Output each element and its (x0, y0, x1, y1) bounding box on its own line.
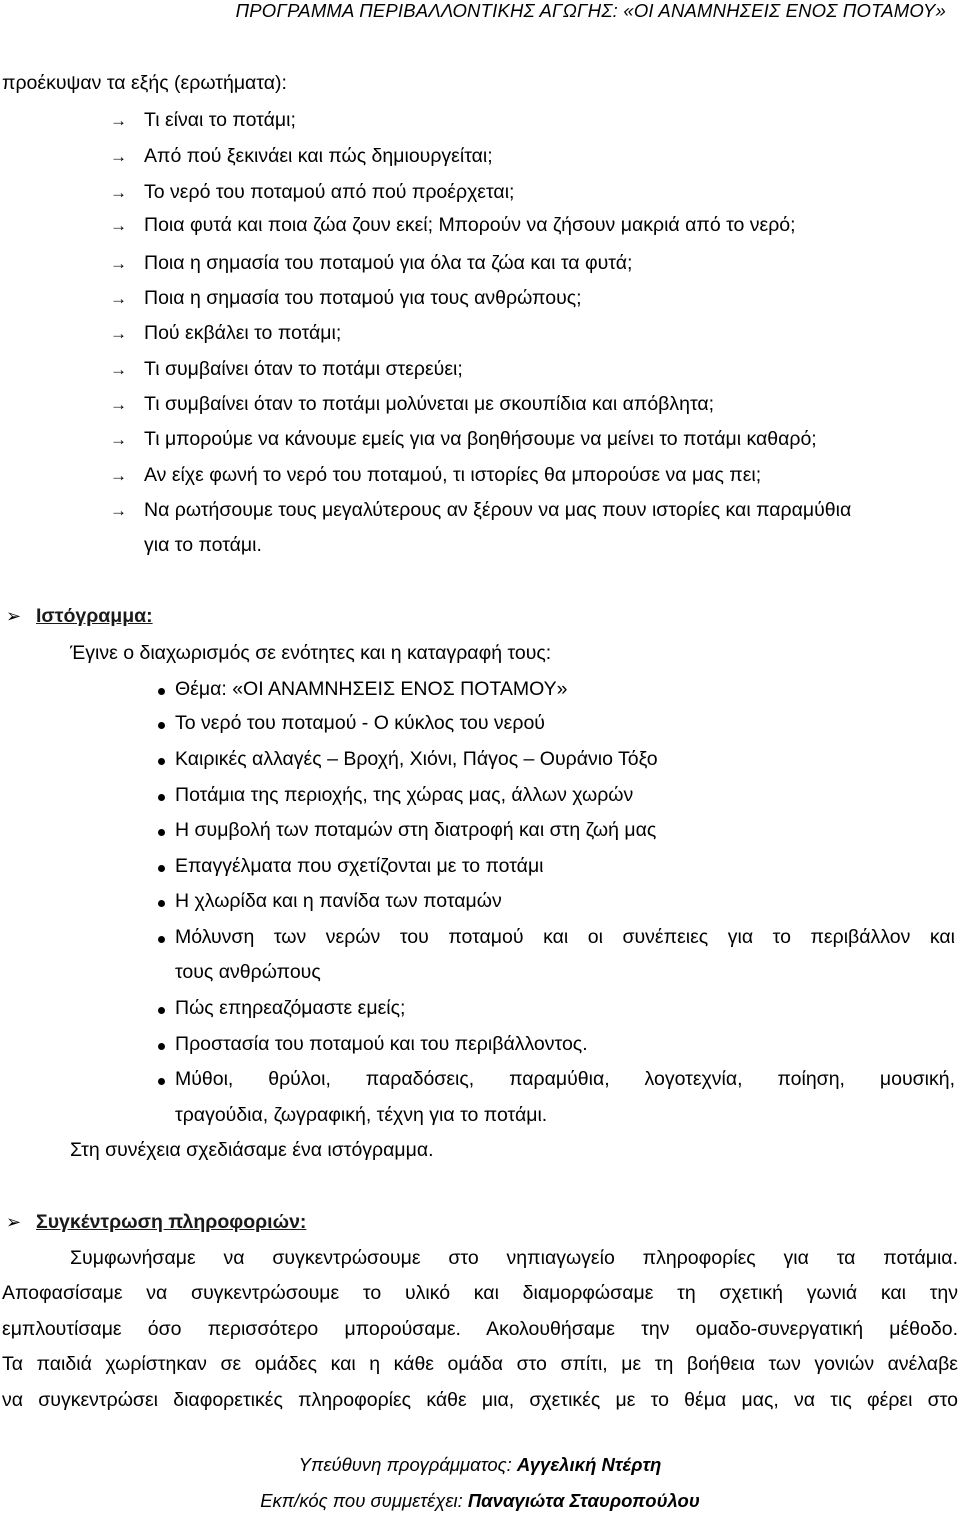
footer-name: Παναγιώτα Σταυροπούλου (467, 1490, 700, 1511)
list-item: Θέμα: «ΟΙ ΑΝΑΜΝΗΣΕΙΣ ΕΝΟΣ ΠΟΤΑΜΟΥ» (175, 678, 568, 701)
bullet-icon (158, 688, 165, 695)
list-item-continuation: τραγούδια, ζωγραφική, τέχνη για το ποτάμι. (175, 1104, 548, 1126)
arrow-icon: → (110, 501, 127, 520)
list-item: Το νερό του ποταμού - Ο κύκλος του νερού (175, 712, 545, 735)
arrow-icon: → (110, 324, 127, 343)
arrow-icon: → (110, 111, 127, 130)
bullet-icon (158, 829, 165, 836)
list-item: Μύθοι, θρύλοι, παραδόσεις, παραμύθια, λογοτεχνία, ποίηση, μουσική, (175, 1068, 955, 1091)
list-item: → Τι μπορούμε να κάνουμε εμείς για να βοηθήσουμε να μείνει το ποτάμι καθαρό; (110, 428, 817, 450)
arrowhead-bullet-icon: ➢ (6, 606, 22, 626)
arrow-icon: → (110, 183, 127, 202)
list-item: → Πού εκβάλει το ποτάμι; (110, 322, 342, 344)
bullet-icon (158, 900, 165, 907)
footer-label: Εκπ/κός που συμμετέχει: (260, 1490, 463, 1511)
paragraph-line: να συγκεντρώσει διαφορετικές πληροφορίες κάθε μια, σχετικές με το θέμα μας, να τις φέρει στο (2, 1389, 958, 1411)
bullet-icon (158, 1043, 165, 1050)
arrow-icon: → (110, 466, 127, 485)
arrow-icon: → (110, 360, 127, 379)
bullet-icon (158, 1078, 165, 1085)
list-item: Καιρικές αλλαγές – Βροχή, Χιόνι, Πάγος – Ουράνιο Τόξο (175, 748, 658, 771)
arrow-icon: → (110, 430, 127, 449)
list-item-continuation: για το ποτάμι. (144, 534, 262, 556)
list-item: Επαγγέλματα που σχετίζονται με το ποτάμι (175, 855, 544, 878)
bullet-icon (158, 794, 165, 801)
arrow-icon: → (110, 395, 127, 414)
histogram-intro: Έγινε ο διαχωρισμός σε ενότητες και η καταγραφή τους: (70, 642, 552, 664)
footer-teacher (0, 1490, 960, 1512)
bullet-icon (158, 865, 165, 872)
list-item: → Ποια η σημασία του ποταμού για όλα τα ζώα και τα φυτά; (110, 252, 633, 274)
list-item-continuation: τους ανθρώπους (175, 961, 321, 983)
list-item: → Αν είχε φωνή το νερό του ποταμού, τι ιστορίες θα μπορούσε να μας πει; (110, 464, 762, 486)
bullet-icon (158, 936, 165, 943)
section-title: Ιστόγραμμα: (36, 605, 153, 627)
list-item: → Τι συμβαίνει όταν το ποτάμι μολύνεται με σκουπίδια και απόβλητα; (110, 393, 715, 415)
list-item: Προστασία του ποταμού και του περιβάλλοντος. (175, 1033, 588, 1056)
footer-responsible (0, 1454, 960, 1476)
list-item: → Τι είναι το ποτάμι; (110, 109, 296, 131)
list-item: Ποτάμια της περιοχής, της χώρας μας, άλλων χωρών (175, 784, 633, 807)
page-header: ΠΡΟΓΡΑΜΜΑ ΠΕΡΙΒΑΛΛΟΝΤΙΚΗΣ ΑΓΩΓΗΣ: «ΟΙ ΑΝΑΜΝΗΣΕΙΣ ΕΝΟΣ ΠΟΤΑΜΟΥ» (235, 0, 946, 21)
list-item: Μόλυνση των νερών του ποταμού και οι συνέπειες για το περιβάλλον και (175, 926, 955, 949)
footer-name: Αγγελική Ντέρτη (516, 1454, 662, 1475)
list-item: → Το νερό του ποταμού από πού προέρχεται; (110, 181, 515, 203)
list-item: → Να ρωτήσουμε τους μεγαλύτερους αν ξέρουν να μας πουν ιστορίες και παραμύθια (110, 499, 852, 521)
list-item: → Ποια η σημασία του ποταμού για τους ανθρώπους; (110, 287, 582, 309)
list-item: → Ποια φυτά και ποια ζώα ζουν εκεί; Μπορούν να ζήσουν μακριά από το νερό; (110, 214, 796, 236)
list-item: → Από πού ξεκινάει και πώς δημιουργείται; (110, 145, 493, 167)
paragraph-line: εμπλουτίσαμε όσο περισσότερο μπορούσαμε. Ακολουθήσαμε την ομαδο-συνεργατική μέθοδο. (2, 1318, 958, 1340)
arrow-icon: → (110, 216, 127, 235)
arrowhead-bullet-icon: ➢ (6, 1212, 22, 1232)
arrow-icon: → (110, 147, 127, 166)
histogram-outro: Στη συνέχεια σχεδιάσαμε ένα ιστόγραμμα. (70, 1139, 434, 1161)
bullet-icon (158, 758, 165, 765)
section-histogram-heading (6, 605, 153, 628)
list-item: Πώς επηρεαζόμαστε εμείς; (175, 997, 405, 1020)
list-item: Η συμβολή των ποταμών στη διατροφή και στη ζωή μας (175, 819, 656, 842)
paragraph-line: Αποφασίσαμε να συγκεντρώσουμε το υλικό και διαμορφώσαμε τη σχετική γωνιά και την (2, 1282, 958, 1304)
section-gathering-heading (6, 1211, 306, 1234)
bullet-icon (158, 722, 165, 729)
list-item: → Τι συμβαίνει όταν το ποτάμι στερεύει; (110, 358, 463, 380)
list-item: Η χλωρίδα και η πανίδα των ποταμών (175, 890, 502, 913)
questions-intro: προέκυψαν τα εξής (ερωτήματα): (2, 72, 287, 94)
arrow-icon: → (110, 289, 127, 308)
footer-label: Υπεύθυνη προγράμματος: (298, 1454, 512, 1475)
arrow-icon: → (110, 254, 127, 273)
section-title: Συγκέντρωση πληροφοριών: (36, 1211, 307, 1233)
paragraph-line: Συμφωνήσαμε να συγκεντρώσουμε στο νηπιαγωγείο πληροφορίες για τα ποτάμια. (70, 1247, 958, 1269)
paragraph-line: Τα παιδιά χωρίστηκαν σε ομάδες και η κάθε ομάδα στο σπίτι, με τη βοήθεια των γονιών ανέλαβε (2, 1353, 958, 1375)
bullet-icon (158, 1007, 165, 1014)
